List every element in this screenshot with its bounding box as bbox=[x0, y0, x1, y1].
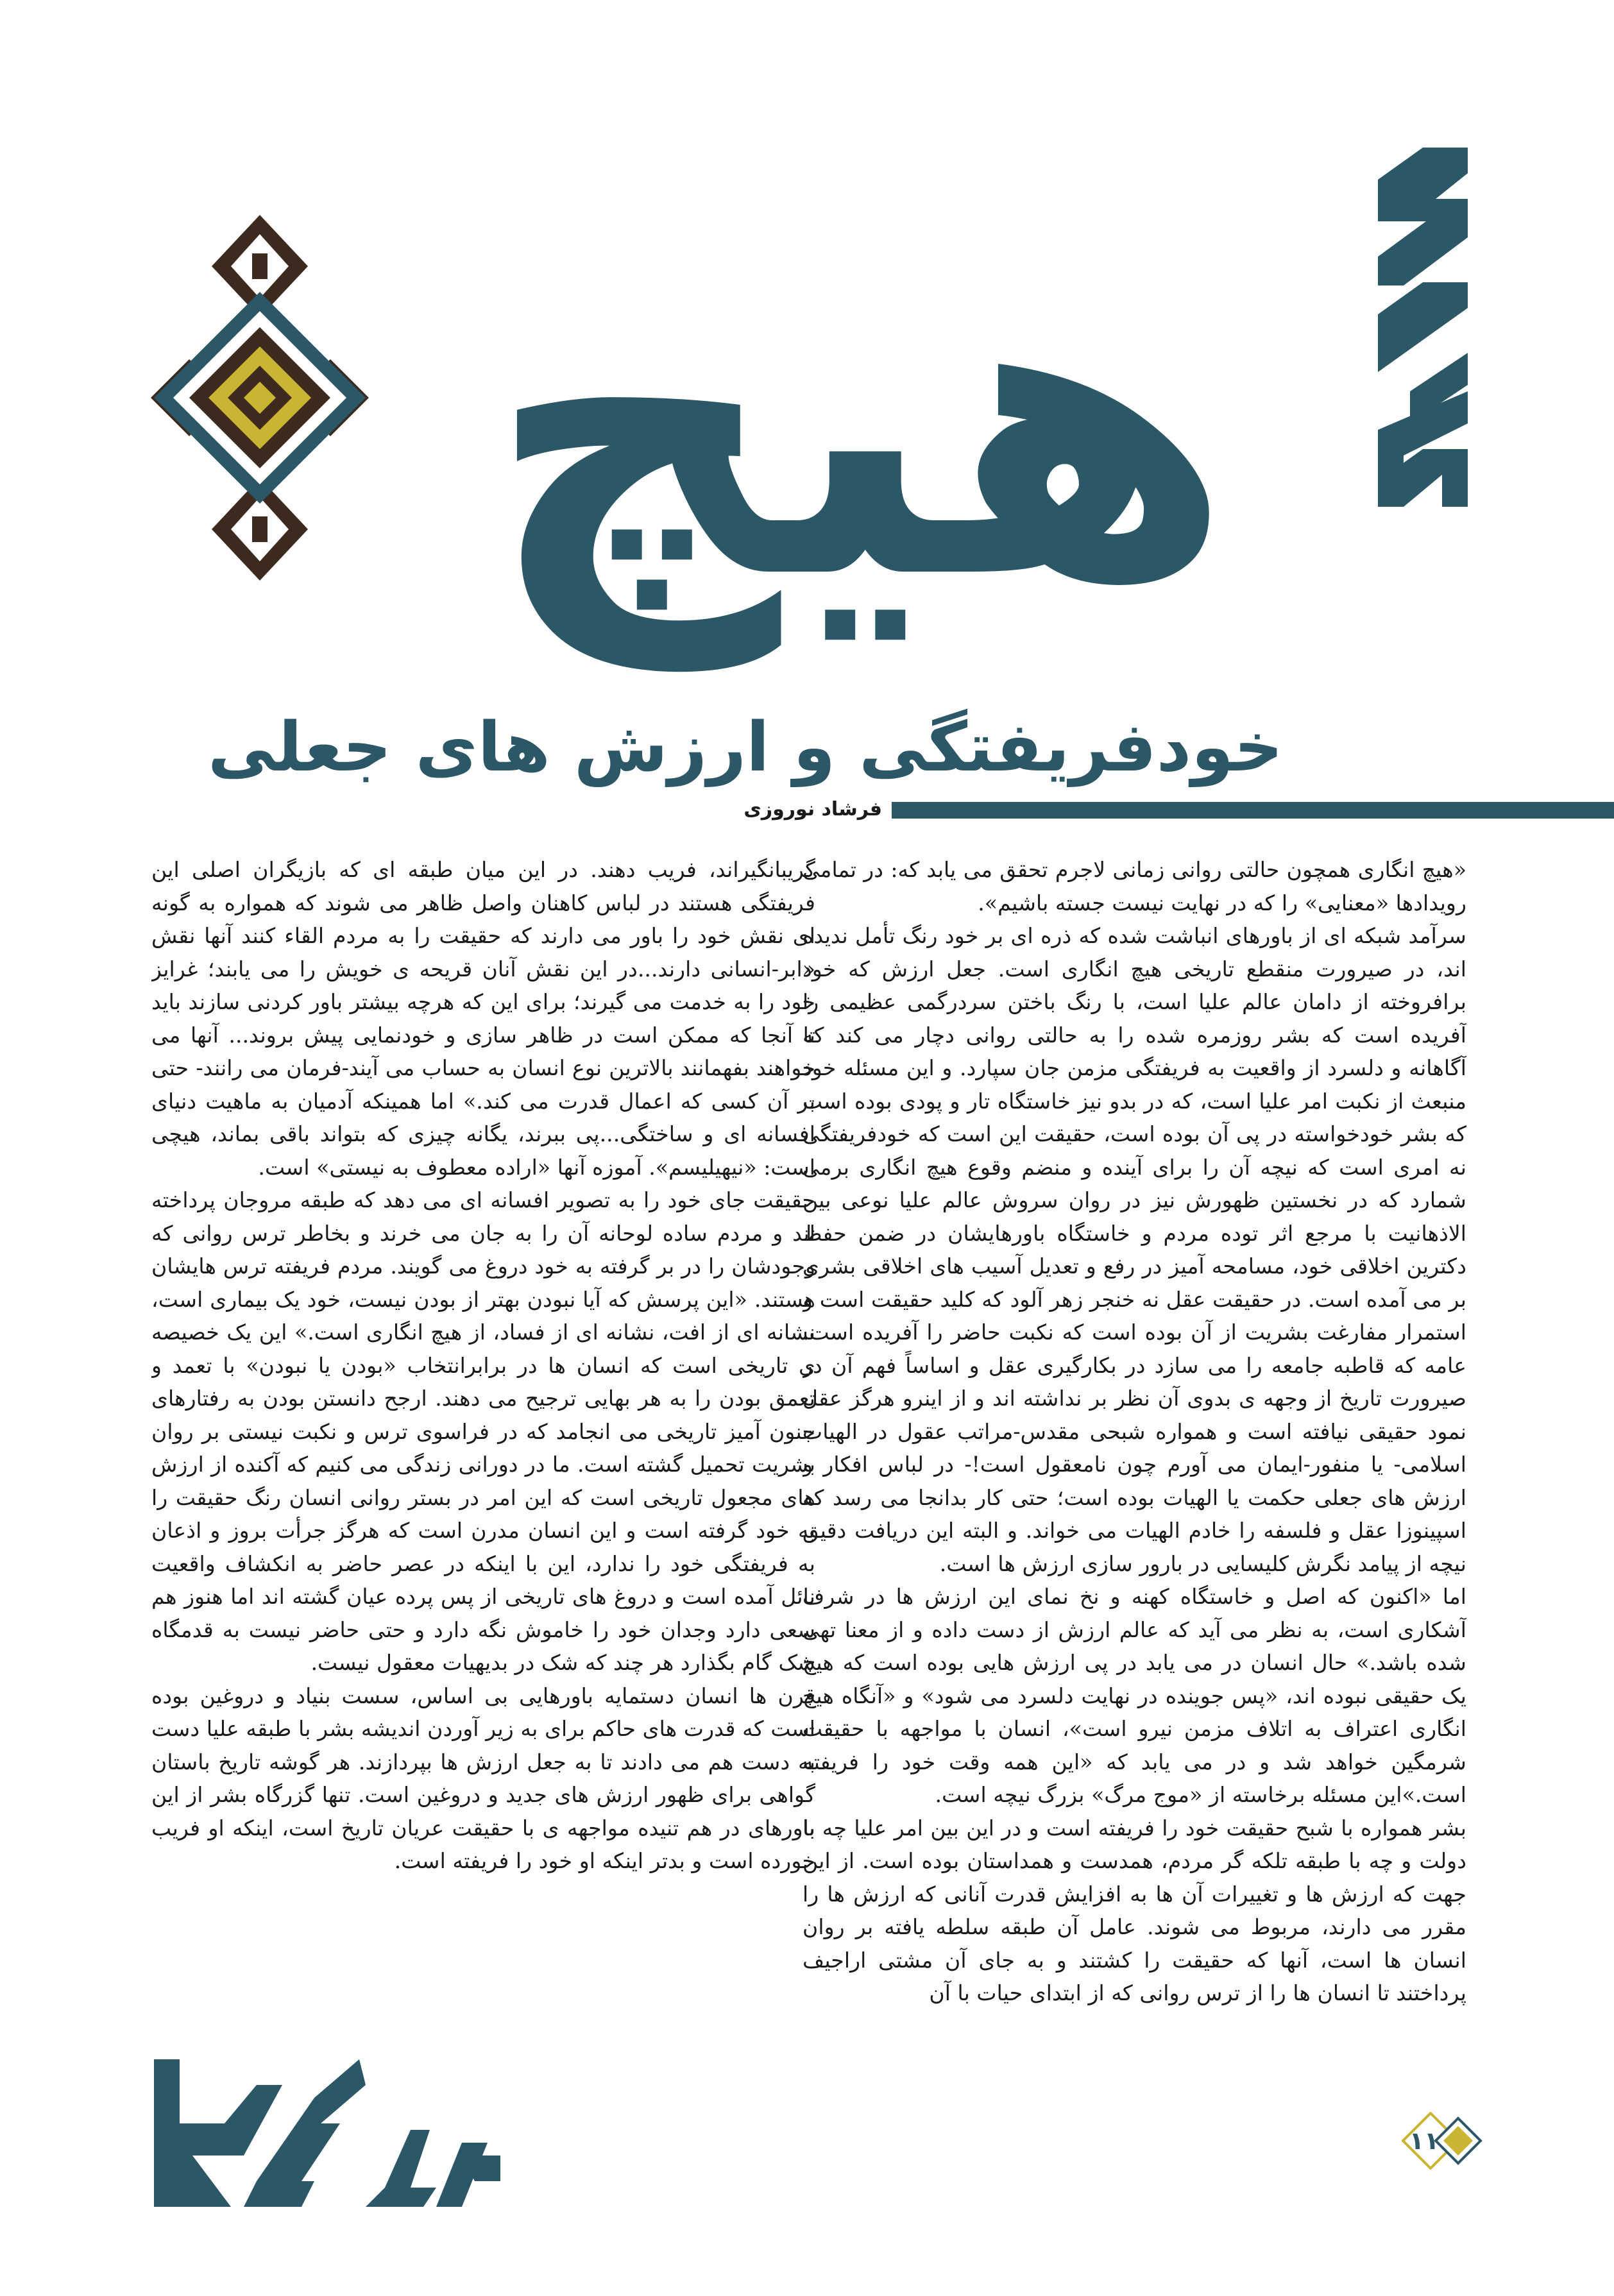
article-column-right bbox=[803, 853, 1466, 2175]
kufic-corner-top-right bbox=[1365, 148, 1468, 507]
paragraph: گریبانگیراند، فریب دهند. در این میان طبقه ای که بازیگران اصلی این فریفتگی هستند در لباس کاهنان واصل ظاهر می شوند که همواره به گونه ای نقش خود را باور می دارند که حقیقت را به مردم القاء کنند آنها نقش «ابر-انسانی دارند...در این نقش آنان قریحه ی خویش را می یابند؛ غرایز خود را به خدمت می گیرند؛ برای این که هرچه بیشتر باور کردنی سازند باید تا آنجا که ممکن است در ظاهر سازی و خودنمایی پیش بروند... آنها می خواهند بفهمانند بالاترین نوع انسان به حساب می آیند-فرمان می رانند- حتی بر آن کسی که اعمال قدرت می کند.» اما همینکه آدمیان به ماهیت دنیای افسانه ای و ساختگی...پی ببرند، یگانه چیزی که بتواند باقی بماند، هیچی است: «نیهیلیسم». آموزه آنها «اراده معطوف به نیستی» است. bbox=[151, 857, 815, 1180]
geometric-ornament-icon bbox=[151, 215, 369, 581]
page-number: ۱۱ bbox=[1409, 2127, 1440, 2155]
article-column-left bbox=[151, 853, 815, 2059]
paragraph: بشر همواره با شبح حقیقت خود را فریفته است و در این بین امر علیا چه با دولت و چه با طبقه تلکه گر مردم، همدست و همداستان بوده است. از این جهت که ارزش ها و تغییرات آن ها به افزایش قدرت آنانی که ارزش ها را مقرر می دارند، مربوط می شوند. عامل آن طبقه سلطه یافته بر روان انسان ها است، آنها که حقیقت را کشتند و به جای آن مشتی اراجیف پرداختند تا انسان ها را از ترس روانی که از ابتدای حیات با آن bbox=[803, 1815, 1466, 2005]
hero-title: هیچ bbox=[485, 191, 1234, 668]
article-subtitle: خودفریفتگی و ارزش های جعلی bbox=[207, 708, 1283, 787]
paragraph: قرن ها انسان دستمایه باورهایی بی اساس، سست بنیاد و دروغین بوده است که قدرت های حاکم برای به زیر آوردن اندیشه بشر با طبقه علیا دست به دست هم می دادند تا به جعل ارزش ها بپردازند. هر گوشه تاریخ باستان گواهی برای ظهور ارزش های جدید و دروغین است. تنها گزرگاه بشر از این باورهای در هم تنیده مواجهه ی با حقیقت عریان تاریخ است، اینکه او فریب خورده است و بدتر اینکه او خود را فریفته است. bbox=[151, 1683, 815, 1873]
kufic-corner-bottom-left bbox=[154, 2059, 500, 2207]
author-name: فرشاد نوروزی bbox=[743, 798, 882, 821]
paragraph: اما «اکنون که اصل و خاستگاه کهنه و نخ نمای این ارزش ها در شرف آشکاری است، به نظر می آید که عالم ارزش از دست داده و از معنا تهی شده باشد.» حال انسان در می یابد در پی ارزش هایی بوده است که هیچ یک حقیقی نبوده اند، «پس جوینده در نهایت دلسرد می شود» و «آنگاه هیچ انگاری اعتراف به اتلاف مزمن نیرو است»، انسان با مواجهه با حقیقت شرمگین خواهد شد و در می یابد که «این همه وقت خود را فریفته است.»این مسئله برخاسته از «موج مرگ» بزرگ نیچه است. bbox=[803, 1584, 1466, 1807]
paragraph: «هیچ انگاری همچون حالتی روانی زمانی لاجرم تحقق می یابد که: در تمامی رویدادها «معنایی» را که در نهایت نیست جسته باشیم». bbox=[803, 857, 1466, 915]
byline-bar bbox=[892, 802, 1614, 819]
paragraph: سرآمد شبکه ای از باورهای انباشت شده که ذره ای بر خود رنگ تأمل ندیده اند، در صیرورت منقطع تاریخی هیچ انگاری است. جعل ارزش که خود برافروخته از دامان عالم علیا است، با رنگ باختن سردرگمی عظیمی را آفریده است که بشر روزمره شده را به حالتی روانی دچار می کند که آگاهانه و دلسرد از واقعیت به فریفتگی مزمن جان سپارد. و این مسئله خود منبعث از نکبت امر علیا است، که در بدو نیز خاستگاه تار و پودی بوده است که بشر خودخواسته در پی آن بوده است، حقیقت این است که خودفریفتگی نه امری است که نیچه آن را برای آینده و منضم وقوع هیچ انگاری برمی شمارد که در نخستین ظهورش نیز در روان سروش عالم علیا نوعی بین الاذهانیت با مرجع اثر توده مردم و خاستگاه باورهایشان در ضمن حفظ دکترین اخلاقی خود، مسامحه آمیز در رفع و تعدیل آسیب های اخلاقی بشری بر می آمده است. در حقیقت عقل نه خنجر زهر آلود که کلید حقیقت است و استمرار مفارغت بشریت از آن بوده است که نکبت حاضر را آفریده است. عامه که قاطبه جامعه را می سازد در بکارگیری عقل و اساساً فهم آن در صیرورت تاریخ از وجهه ی بدوی آن نظر بر نداشته اند و از اینرو هرگز عقل نمود حقیقی نیافته است و همواره شبحی مقدس-مراتب عقول در الهیات اسلامی- یا منفور-ایمان می آورم چون نامعقول است!- در لباس افکار و ارزش های جعلی حکمت یا الهیات بوده است؛ حتی کار بدانجا می رسد که اسپینوزا عقل و فلسفه را خادم الهیات می خواند. و البته این دریافت دقیق نیچه از پیامد نگرش کلیسایی در بارور سازی ارزش ها است. bbox=[803, 923, 1466, 1576]
paragraph: حقیقت جای خود را به تصویر افسانه ای می دهد که طبقه مروجان پرداخته اند و مردم ساده لوحانه آن را به جان می خرند و بخاطر ترس روانی که وجودشان را در بر گرفته به خود دروغ می گویند. مردم فریفته ترس هایشان هستند. «این پرسش که آیا نبودن بهتر از بودن نیست، خود یک بیماری است، نشانه ای از افت، نشانه ای از فساد، از هیچ انگاری است.» این یک خصیصه ی تاریخی است که انسان ها در برابرانتخاب «بودن یا نبودن» با تعمد و تعمق بودن را به هر بهایی ترجیح می دهند. ارجح دانستن بودن به رفتارهای جنون آمیز تاریخی می انجامد که در فراسوی ترس و نکبت نیستی بر روان بشریت تحمیل گشته است. ما در دورانی زندگی می کنیم که آکنده از ارزش های مجعول تاریخی است که این امر در بستر روانی انسان رنگ حقیقت را به خود گرفته است و این انسان مدرن است که هرگز جرأت بروز و اذعان به فریفتگی خود را ندارد، این با اینکه در عصر حاضر به انکشاف واقعیت نائل آمده است و دروغ های تاریخی از پس پرده عیان گشته اند اما هنوز هم سعی دارد وجدان خود را خاموش نگه دارد و حتی حاضر نیست به قدمگاه شک گام بگذارد هر چند که شک در بدیهیات معقول نیست. bbox=[151, 1187, 815, 1675]
